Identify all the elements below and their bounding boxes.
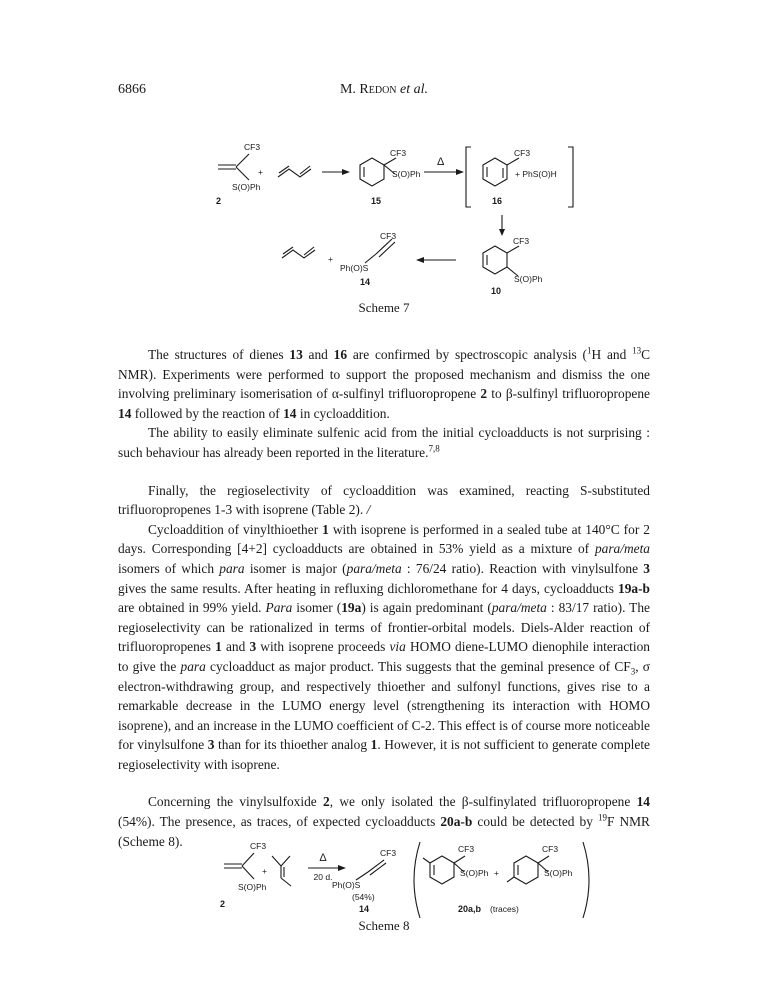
- compound-2-substituent: S(O)Ph: [232, 182, 261, 192]
- compound-14-substituent: Ph(O)S: [340, 263, 369, 273]
- s8-compound-2-cf3: CF3: [250, 841, 267, 851]
- author-name: M. Redon: [339, 82, 397, 97]
- compound-14-structure: [365, 239, 395, 263]
- compound-14-label: 14: [360, 277, 371, 287]
- s8-compound-2-label: 2: [220, 899, 226, 909]
- s8-compound-14-cf3: CF3: [380, 848, 397, 858]
- compound-16-label: 16: [492, 196, 503, 206]
- s8-compound-2-structure: [224, 853, 254, 879]
- s8-arrow-time: 20 d.: [313, 872, 333, 882]
- s8-compound-20a-cf3: CF3: [458, 844, 475, 854]
- s8-compound-20-label: 20a,b: [458, 904, 482, 914]
- s8-compound-20-note: (traces): [490, 904, 519, 914]
- compound-10-substituent: S(O)Ph: [514, 274, 543, 284]
- paren-left: [414, 842, 420, 918]
- scheme-8: [0, 830, 768, 990]
- running-header: [0, 82, 768, 102]
- s8-compound-20-plus: +: [494, 868, 499, 878]
- compound-14-plus: +: [328, 254, 333, 264]
- s8-compound-14-substituent: Ph(O)S: [332, 880, 361, 890]
- page-number: 6866: [118, 82, 146, 97]
- compound-2-cf3: CF3: [244, 142, 261, 152]
- compound-14-cf3: CF3: [380, 231, 397, 241]
- compound-15-label: 15: [371, 196, 382, 206]
- paragraph-5: Concerning the vinylsulfoxide 2, we only isolated the β-sulfinylated trifluoropropene 14 (54%). The presence, as traces, of expected cycloadducts 20a-b could be detected by $^{19}$F NMR (Scheme 8).: [118, 794, 650, 849]
- isoprene-structure: [272, 856, 291, 886]
- scheme8-caption: Scheme 8: [358, 918, 410, 933]
- bracket-left: [466, 147, 471, 207]
- scheme7-delta: Δ: [437, 156, 445, 168]
- s8-compound-2-substituent: S(O)Ph: [238, 882, 267, 892]
- s8-compound-20b-substituent: S(O)Ph: [544, 868, 573, 878]
- s8-compound-20b-cf3: CF3: [542, 844, 559, 854]
- compound-15-substituent: S(O)Ph: [392, 169, 421, 179]
- paren-right: [583, 842, 589, 918]
- compound-15-cf3: CF3: [390, 148, 407, 158]
- s8-compound-14-label: 14: [359, 904, 370, 914]
- body-text-top: [118, 345, 650, 851]
- paragraph-3: Finally, the regioselectivity of cycloaddition was examined, reacting S-substituted trifluoropropenes 1-3 with isoprene (Table 2). /: [118, 482, 650, 518]
- s8-compound-2-plus: +: [262, 866, 267, 876]
- paragraph-2: The ability to easily eliminate sulfenic acid from the initial cycloadducts is not surprising : such behaviour has already been reported in the literature.$^{7,8}$: [118, 425, 650, 460]
- et-al: et al.: [396, 82, 429, 97]
- compound-2-plus: +: [258, 167, 263, 177]
- compound-2-structure: [218, 154, 249, 180]
- s8-compound-14-yield: (54%): [352, 892, 375, 902]
- compound-2-label: 2: [216, 196, 222, 206]
- compound-16-byproduct: + PhS(O)H: [515, 169, 557, 179]
- bracket-right: [568, 147, 573, 207]
- compound-10-cf3: CF3: [513, 236, 530, 246]
- s8-compound-14-structure: [356, 860, 386, 880]
- stray-mark: /: [366, 502, 371, 518]
- s8-compound-20a-substituent: S(O)Ph: [460, 868, 489, 878]
- compound-10-label: 10: [491, 286, 502, 296]
- compound-16-cf3: CF3: [514, 148, 531, 158]
- running-title: [0, 82, 768, 98]
- scheme7-caption: Scheme 7: [358, 300, 410, 315]
- s8-arrow-delta: Δ: [319, 852, 327, 864]
- scheme-7: [0, 130, 768, 345]
- paragraph-1: The structures of dienes 13 and 16 are confirmed by spectroscopic analysis ($^1$H and $^{13}$C NMR). Experiments were performed to support the proposed mechanism and dismiss the one involving preliminary isomerisation of α-sulfinyl trifluoropropene 2 to β-sulfinyl trifluoropropene 14 followed by the reaction of 14 in cycloaddition.: [118, 345, 651, 421]
- paragraph-4: Cycloaddition of vinylthioether 1 with isoprene is performed in a sealed tube at 140°C for 2 days. Corresponding [4+2] cycloadducts are obtained in 53% yield as a mixture of para/meta isomers of which para isomer is major (para/meta : 76/24 ratio). Reaction with vinylsulfone 3 gives the same results. After heating in refluxing dichloromethane for 4 days, cycloadducts 19a-b are obtained in 99% yield. Para isomer (19a) is again predominant (para/meta : 83/17 ratio). The regioselectivity can be rationalized in terms of frontier-orbital models. Diels-Alder reaction of trifluoropropenes 1 and 3 with isoprene proceeds via HOMO diene-LUMO dienophile interaction to give the para cycloadduct as major product. This suggests that the geminal presence of $CF_3$, σ electron-withdrawing group, and respectively thioether and sulfonyl functions, gives rise to a remarkable decrease in the LUMO energy level (strengthening its interaction with HOMO isoprene), and an increase in the LUMO coefficient of C-2. This effect is of course more noticeable for vinylsulfone 3 than for its thioether analog 1. However, it is not sufficient to generate complete regioselectivity with isoprene.: [118, 521, 650, 772]
